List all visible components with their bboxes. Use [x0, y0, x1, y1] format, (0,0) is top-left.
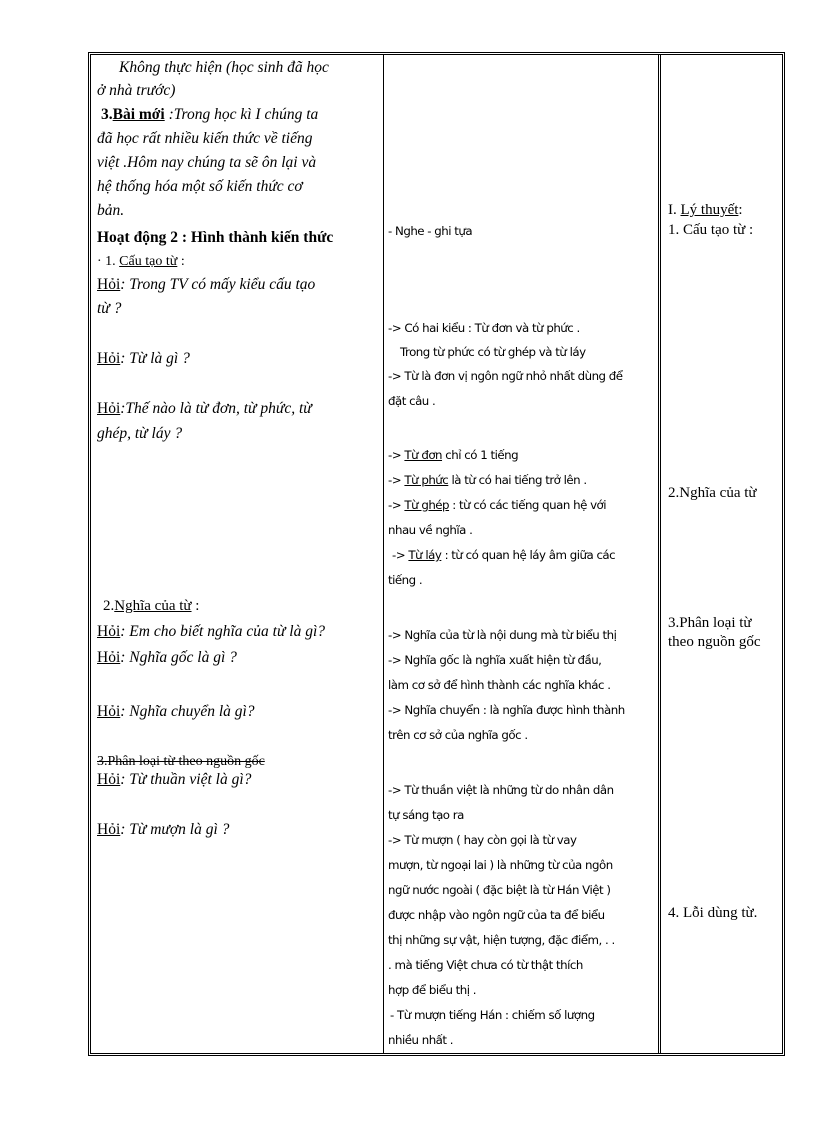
text-line: bản. [97, 202, 125, 219]
question-7: Hỏi: Từ thuần việt là gì? [97, 771, 252, 788]
question-5: Hỏi: Nghĩa gốc là gì ? [97, 649, 237, 666]
question-1: Hỏi: Trong TV có mấy kiểu cấu tạo [97, 276, 316, 293]
answer-line: -> Từ láy : từ có quan hệ láy âm giữa các [392, 548, 616, 562]
answer-line: -> Từ là đơn vị ngôn ngữ nhỏ nhất dùng để [388, 369, 623, 383]
answer-line: hợp để biểu thị . [388, 983, 477, 997]
activity-heading: Hoạt động 2 : Hình thành kiến thức [97, 229, 334, 246]
lesson-table [88, 52, 785, 1056]
answer-line: -> Có hai kiểu : Từ đơn và từ phức . [388, 321, 580, 335]
answer-line: -> Từ thuần việt là những từ do nhân dân [388, 783, 614, 797]
section-3-heading: 3.Phân loại từ theo nguồn gốc [97, 754, 265, 769]
section-2-heading: 2.Nghĩa của từ : [103, 598, 200, 614]
content-column [662, 55, 785, 1053]
answer-line: -> Nghĩa chuyển : là nghĩa được hình thành [388, 703, 625, 717]
text-line: từ ? [97, 300, 122, 317]
answer-line: - Nghe - ghi tựa [388, 224, 473, 238]
content-heading: 1. Cấu tạo từ : [668, 222, 754, 238]
answer-line: trên cơ sở của nghĩa gốc . [388, 728, 528, 742]
answer-line: tiếng . [388, 573, 423, 587]
answer-line: nhau về nghĩa . [388, 523, 473, 537]
answer-line: -> Từ đơn chỉ có 1 tiếng [388, 448, 519, 462]
answer-line: ngữ nước ngoài ( đặc biệt là từ Hán Việt ) [388, 883, 611, 897]
question-6: Hỏi: Nghĩa chuyển là gì? [97, 703, 255, 720]
student-answer-column [384, 55, 661, 1053]
new-lesson-line: 3.Bài mới :Trong học kì I chúng ta [101, 106, 319, 123]
answer-line: mượn, từ ngoại lai ) là những từ của ngôn [388, 858, 613, 872]
text-line: ở nhà trước) [97, 82, 176, 99]
text-line: Không thực hiện (học sinh đã học [119, 59, 329, 76]
question-3: Hỏi:Thế nào là từ đơn, từ phức, từ [97, 400, 312, 417]
answer-line: làm cơ sở để hình thành các nghĩa khác . [388, 678, 611, 692]
text-line: đã học rất nhiều kiến thức về tiếng [97, 130, 313, 147]
theory-heading: I. Lý thuyết: [668, 202, 743, 218]
section-1-heading: · 1. Cấu tạo từ : [97, 254, 185, 269]
teacher-activity-column [91, 55, 384, 1053]
content-heading: theo nguồn gốc [668, 634, 761, 650]
answer-line: tự sáng tạo ra [388, 808, 464, 822]
answer-line: -> Từ phức là từ có hai tiếng trở lên . [388, 473, 587, 487]
content-heading: 3.Phân loại từ [668, 615, 752, 631]
content-heading: 2.Nghĩa của từ [668, 485, 757, 501]
answer-line: Trong từ phức có từ ghép và từ láy [400, 345, 586, 359]
text-line: hệ thống hóa một số kiến thức cơ [97, 178, 303, 195]
answer-line: nhiều nhất . [388, 1033, 454, 1047]
answer-line: thị những sự vật, hiện tượng, đặc điểm, . . [388, 933, 615, 947]
question-4: Hỏi: Em cho biết nghĩa của từ là gì? [97, 623, 326, 640]
answer-line: - Từ mượn tiếng Hán : chiếm số lượng [390, 1008, 595, 1022]
answer-line: -> Nghĩa của từ là nội dung mà từ biểu thị [388, 628, 617, 642]
answer-line: -> Từ mượn ( hay còn gọi là từ vay [388, 833, 577, 847]
answer-line: -> Từ ghép : từ có các tiếng quan hệ với [388, 498, 607, 512]
answer-line: . mà tiếng Việt chưa có từ thật thích [388, 958, 583, 972]
question-8: Hỏi: Từ mượn là gì ? [97, 821, 230, 838]
text-line: ghép, từ láy ? [97, 425, 183, 442]
question-2: Hỏi: Từ là gì ? [97, 350, 190, 367]
answer-line: -> Nghĩa gốc là nghĩa xuất hiện từ đầu, [388, 653, 602, 667]
answer-line: được nhập vào ngôn ngữ của ta để biểu [388, 908, 605, 922]
text-line: việt .Hôm nay chúng ta sẽ ôn lại và [97, 154, 317, 171]
content-heading: 4. Lỗi dùng từ. [668, 905, 758, 921]
answer-line: đặt câu . [388, 394, 436, 408]
